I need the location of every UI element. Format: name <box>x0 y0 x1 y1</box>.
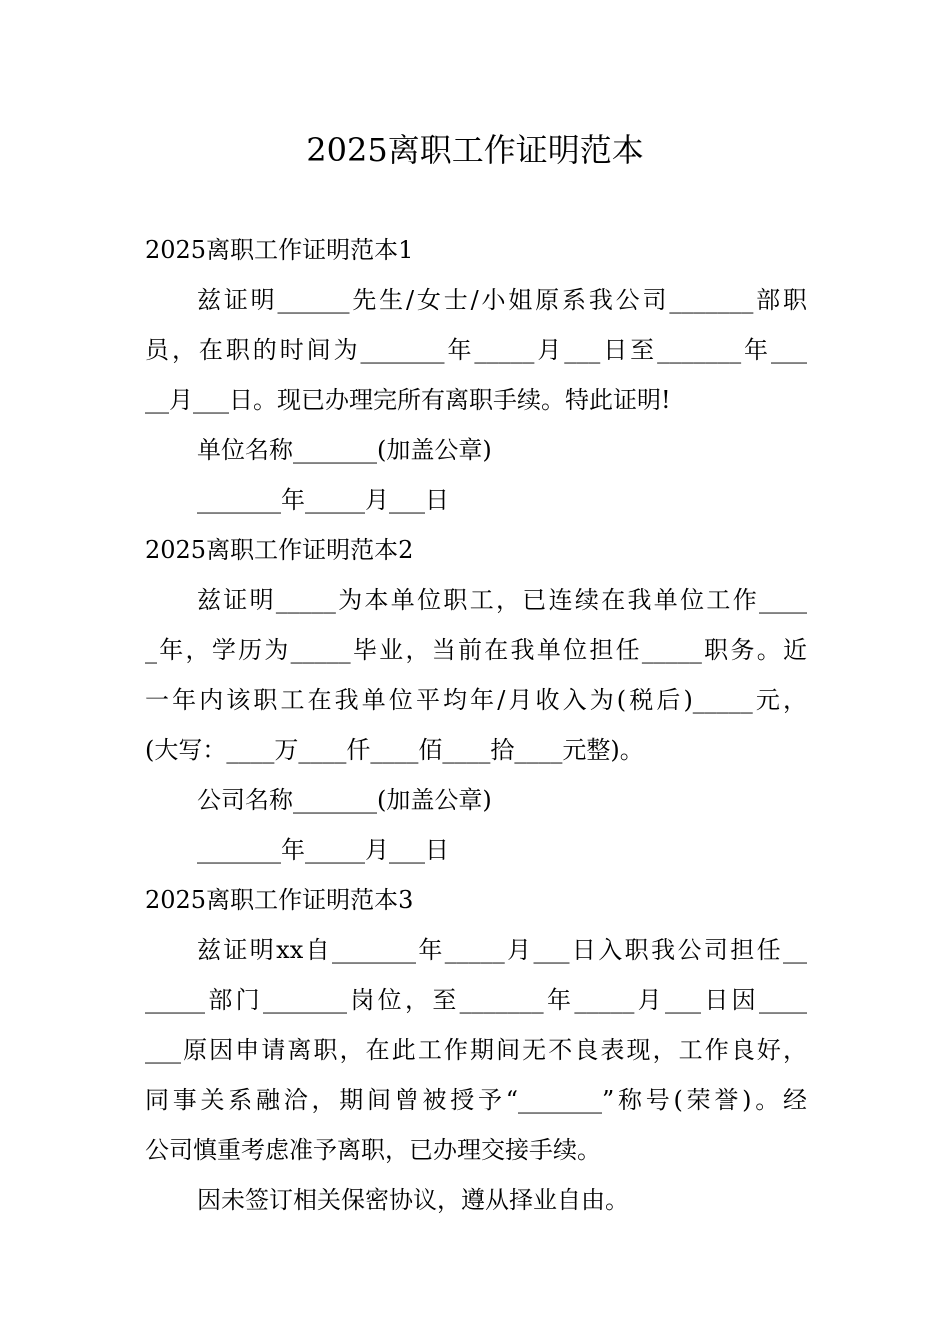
text-line: 同事关系融洽，期间曾被授予“_______”称号(荣誉)。经 <box>145 1086 807 1114</box>
text-line: 因未签订相关保密协议，遵从择业自由。 <box>197 1186 629 1214</box>
text-line: 一年内该职工在我单位平均年/月收入为(税后)_____元， <box>145 686 807 714</box>
text-line: (大写：____万____仟____佰____拾____元整)。 <box>145 736 644 764</box>
text-line: 单位名称_______(加盖公章) <box>197 436 492 464</box>
text-line: __月___日。现已办理完所有离职手续。特此证明! <box>145 386 671 414</box>
text-line: 公司名称_______(加盖公章) <box>197 786 492 814</box>
text-line: _年，学历为_____毕业，当前在我单位担任_____职务。近 <box>145 636 807 664</box>
text-line: 2025离职工作证明范本2 <box>145 536 414 564</box>
document-body <box>145 225 807 1225</box>
text-line: _____部门_______岗位，至_______年_____月___日因____ <box>145 986 807 1014</box>
document-title: 2025离职工作证明范本 <box>306 131 644 169</box>
text-line: 2025离职工作证明范本1 <box>145 236 414 264</box>
text-line: 兹证明______先生/女士/小姐原系我公司_______部职 <box>197 286 807 314</box>
text-line: 公司慎重考虑准予离职，已办理交接手续。 <box>145 1136 601 1164</box>
text-line: 兹证明_____为本单位职工，已连续在我单位工作____ <box>197 586 807 614</box>
text-line: _______年_____月___日 <box>197 486 449 514</box>
text-line: ___原因申请离职，在此工作期间无不良表现，工作良好， <box>145 1036 807 1064</box>
text-line: 兹证明xx自_______年_____月___日入职我公司担任__ <box>197 936 807 964</box>
text-line: 员，在职的时间为_______年_____月___日至_______年___ <box>145 336 807 364</box>
text-line: 2025离职工作证明范本3 <box>145 886 414 914</box>
text-line: _______年_____月___日 <box>197 836 449 864</box>
